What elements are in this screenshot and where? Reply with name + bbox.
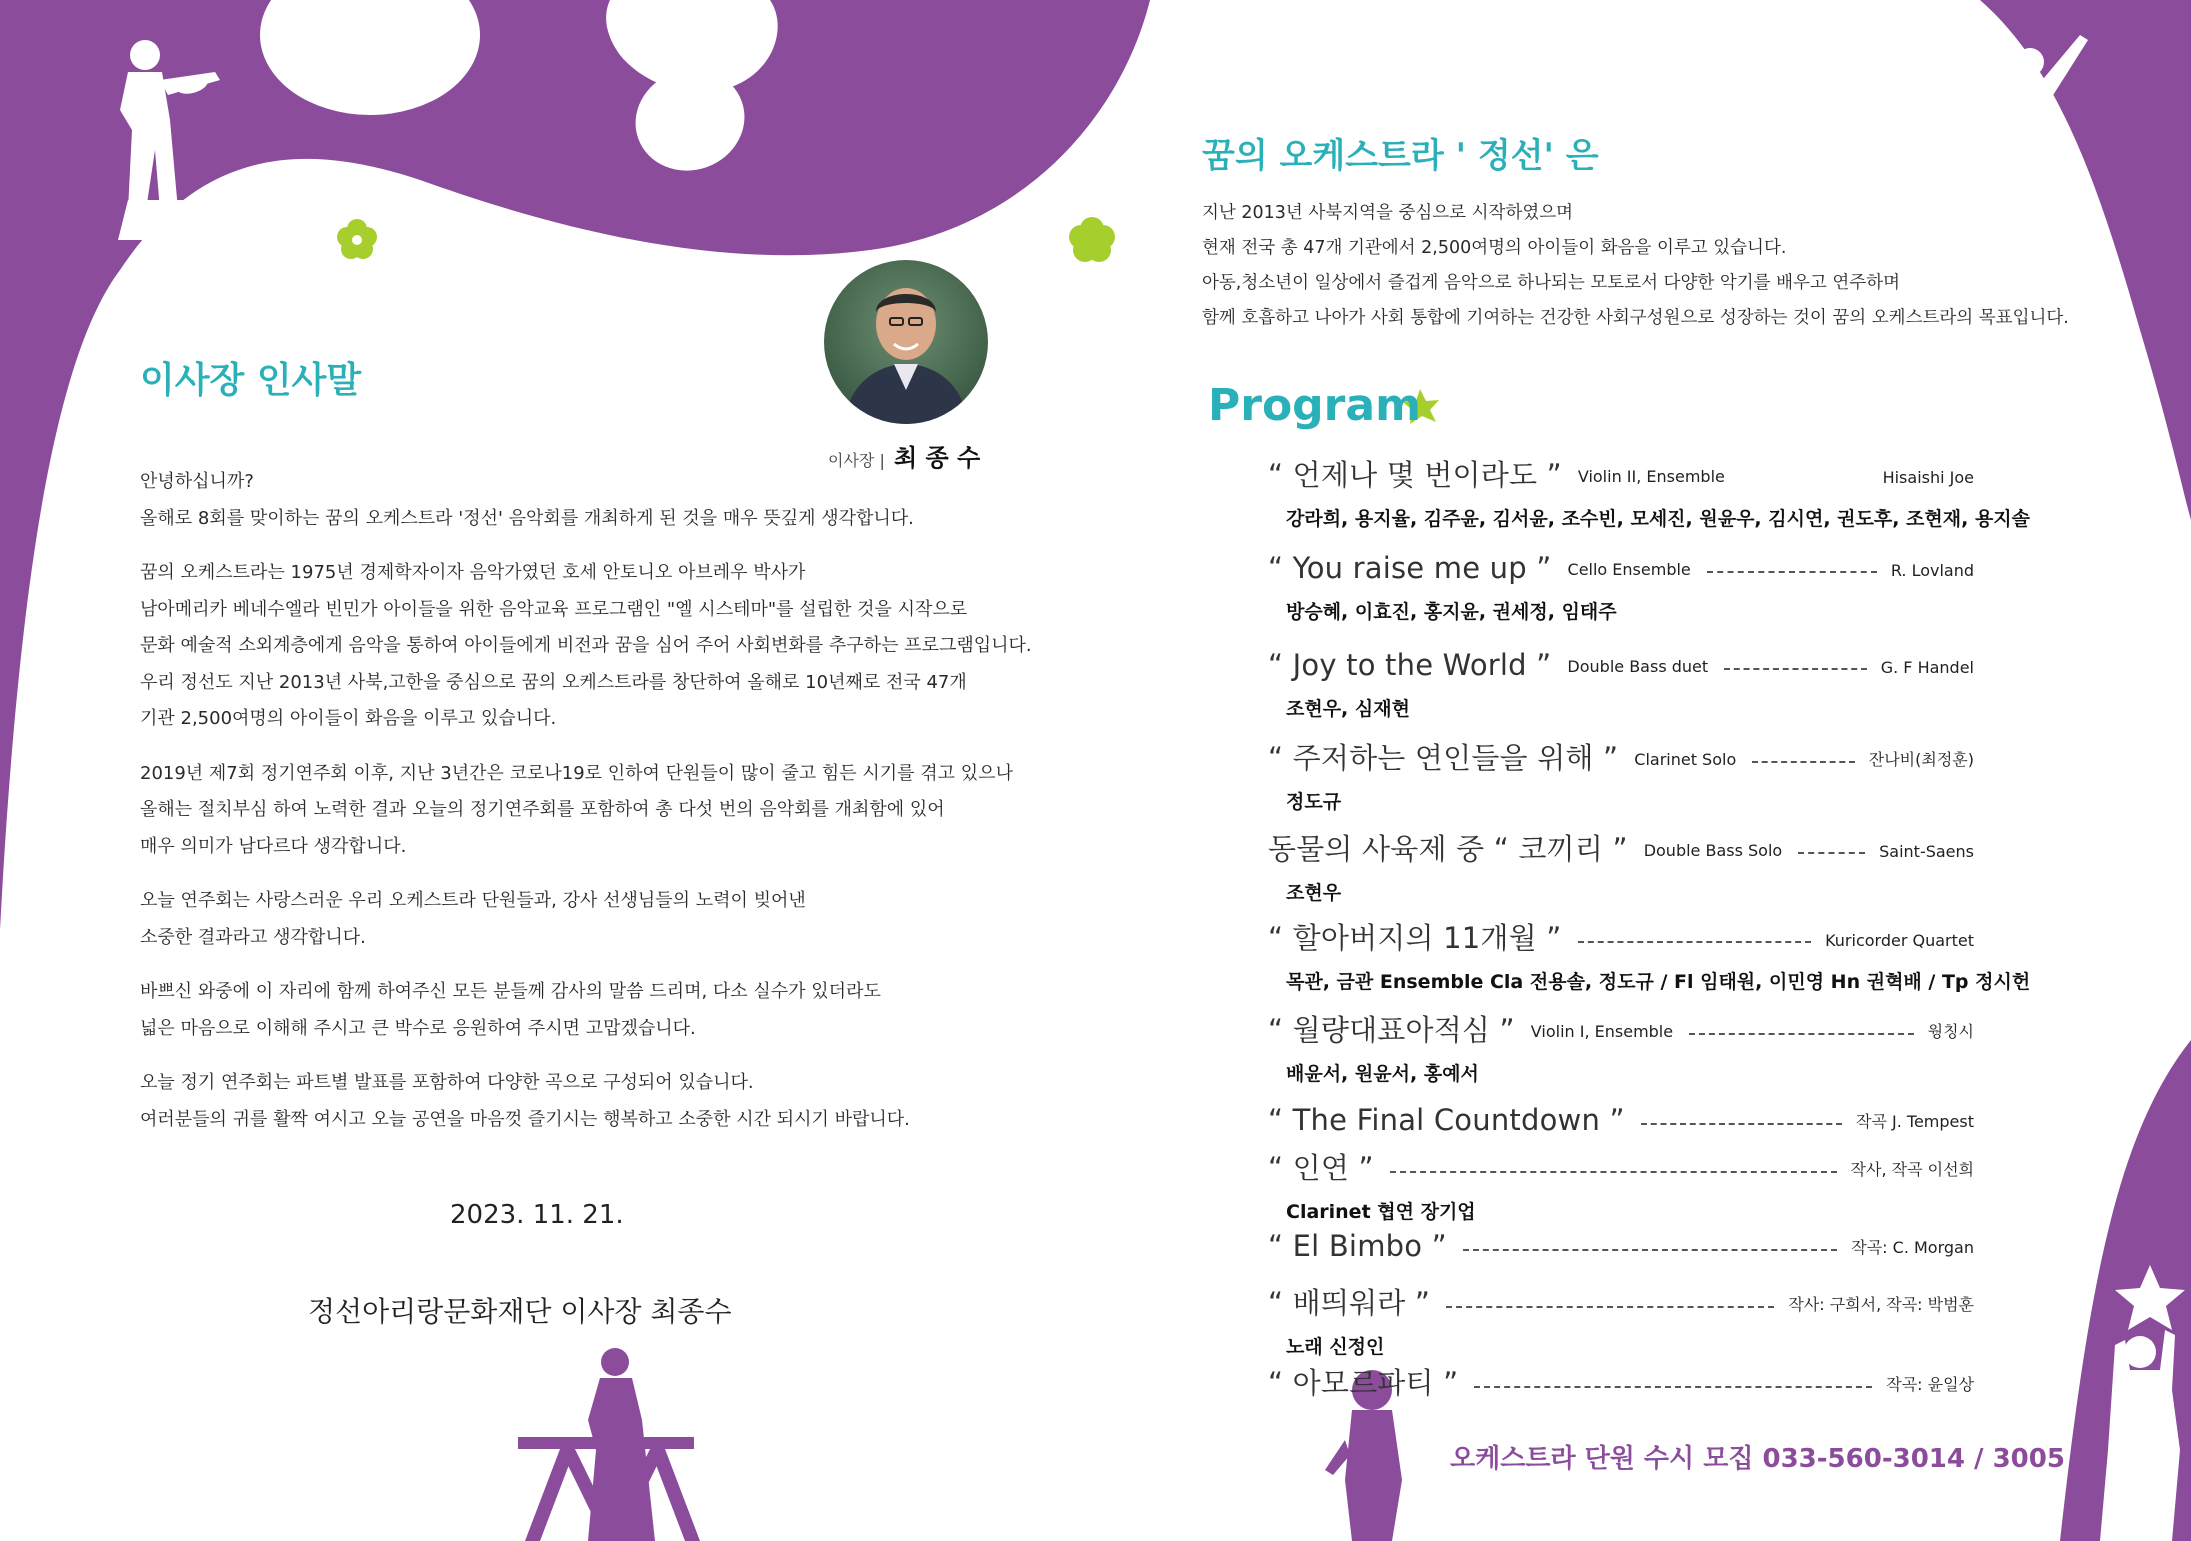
program-title: “ El Bimbo ”	[1268, 1229, 1447, 1263]
orchestra-intro-title: 꿈의 오케스트라 ' 정선' 은	[1202, 136, 1599, 176]
intro-line-4: 함께 호흡하고 나아가 사회 통합에 기여하는 건강한 사회구성원으로 성장하는 것이 꿈의 오케스트라의 목표입니다.	[1202, 308, 2069, 328]
program-item	[1268, 1229, 1974, 1263]
program-composer: 잔나비(최정훈)	[1868, 750, 1974, 769]
program-item	[1268, 1366, 1974, 1400]
program-composer: 작사: 구희서, 작곡: 박범훈	[1788, 1295, 1974, 1314]
program-performers: 목관, 금관 Ensemble Cla 전용솔, 정도규 / Fl 임태원, 이민영 Hn 권혁배 / Tp 정시헌	[1286, 971, 2031, 993]
program-dashed-leader	[1724, 668, 1867, 670]
program-composer: R. Lovland	[1890, 561, 1974, 580]
flower-right	[1069, 217, 1115, 262]
caption-name: 최 종 수	[893, 444, 981, 472]
greeting-paragraph-6: 오늘 정기 연주회는 파트별 발표를 포함하여 다양한 곡으로 구성되어 있습니다. 여러분들의 귀를 활짝 여시고 오늘 공연을 마음껏 즐기시는 행복하고 소중한 시간 되시기 바랍니다.	[140, 1072, 910, 1130]
program-performers: 노래 신정인	[1286, 1336, 1385, 1358]
flower-left	[337, 219, 377, 259]
intro-line-2: 현재 전국 총 47개 기관에서 2,500여명의 아이들이 화음을 이루고 있습니다.	[1202, 238, 1787, 258]
program-performers: 조현우	[1286, 882, 1342, 904]
program-title: “ 주저하는 연인들을 위해 ”	[1268, 741, 1619, 775]
greeting-date: 2023. 11. 21.	[450, 1200, 624, 1230]
program-title: “ Joy to the World ”	[1268, 648, 1552, 682]
program-dashed-leader	[1752, 761, 1855, 763]
program-item	[1268, 1013, 1974, 1047]
program-composer: 웡칭시	[1927, 1022, 1974, 1041]
program-performers: 강라희, 용지율, 김주윤, 김서윤, 조수빈, 모세진, 원윤우, 김시연, 권도후, 조현재, 용지솔	[1286, 508, 2031, 530]
program-performers: 배윤서, 원윤서, 홍예서	[1286, 1063, 1479, 1085]
recruit-notice: 오케스트라 단원 수시 모집 033-560-3014 / 3005	[1450, 1444, 2065, 1474]
program-title: “ 배띄워라 ”	[1268, 1286, 1431, 1320]
program-heading: Program	[1208, 380, 1421, 431]
program-title: “ The Final Countdown ”	[1268, 1103, 1625, 1137]
chairman-portrait	[824, 260, 988, 424]
program-dashed-leader	[1390, 1171, 1837, 1173]
program-performers: 정도규	[1286, 791, 1342, 813]
intro-line-1: 지난 2013년 사북지역을 중심으로 시작하였으며	[1202, 203, 1574, 223]
program-description: Violin I, Ensemble	[1530, 1022, 1674, 1041]
program-title: “ 월량대표아적심 ”	[1268, 1013, 1515, 1047]
program-composer: Hisaishi Joe	[1882, 468, 1974, 487]
greeting-paragraph-4: 오늘 연주회는 사랑스러운 우리 오케스트라 단원들과, 강사 선생님들의 노력이 빚어낸 소중한 결과라고 생각합니다.	[140, 890, 806, 948]
program-dashed-leader	[1689, 1033, 1914, 1035]
intro-line-3: 아동,청소년이 일상에서 즐겁게 음악으로 하나되는 모토로서 다양한 악기를 배우고 연주하며	[1202, 273, 1901, 293]
orchestra-intro-body	[1202, 196, 2069, 336]
program-item	[1268, 1103, 1974, 1137]
program-description: Double Bass duet	[1567, 657, 1709, 676]
program-composer: 작곡: 윤일상	[1886, 1375, 1974, 1394]
program-description: Violin II, Ensemble	[1577, 467, 1725, 486]
program-composer: Saint-Saens	[1879, 842, 1974, 861]
program-item	[1268, 551, 1974, 585]
program-title: “ 언제나 몇 번이라도 ”	[1268, 458, 1562, 492]
program-composer: 작곡 J. Tempest	[1856, 1112, 1974, 1131]
greeting-body	[140, 464, 1032, 1156]
program-dashed-leader	[1798, 852, 1865, 854]
program-dashed-leader	[1707, 571, 1877, 573]
caption-role: 이사장 |	[828, 451, 885, 470]
program-composer: Kuricorder Quartet	[1825, 931, 1974, 950]
program-item	[1268, 1286, 1974, 1320]
program-description: Clarinet Solo	[1634, 750, 1737, 769]
program-item	[1268, 648, 1974, 682]
program-description: Double Bass Solo	[1643, 841, 1783, 860]
keyboard-player-silhouette	[518, 1348, 700, 1541]
program-title: “ You raise me up ”	[1268, 551, 1552, 585]
program-item	[1268, 458, 1974, 492]
program-dashed-leader	[1463, 1249, 1837, 1251]
program-dashed-leader	[1446, 1306, 1774, 1308]
program-composer: 작사, 작곡 이선희	[1850, 1160, 1974, 1179]
program-title: “ 아모르파티 ”	[1268, 1366, 1459, 1400]
greeting-paragraph-3: 2019년 제7회 정기연주회 이후, 지난 3년간은 코로나19로 인하여 단원들이 많이 줄고 힘든 시기를 겪고 있으나 올해는 절치부심 하여 노력한 결과 오늘의 정기연주회를 포함하여 총 다섯 번의 음악회를 개최함에 있어 매우 의미가 남다르다 생각합니다.	[140, 762, 1013, 857]
program-title: “ 할아버지의 11개월 ”	[1268, 921, 1562, 955]
program-title: 동물의 사육제 중 “ 코끼리 ”	[1268, 832, 1628, 866]
program-title: “ 인연 ”	[1268, 1151, 1374, 1185]
greeting-signature: 정선아리랑문화재단 이사장 최종수	[308, 1295, 732, 1328]
program-performers: Clarinet 협연 장기업	[1286, 1201, 1476, 1223]
program-performers: 방승혜, 이효진, 홍지윤, 권세정, 임태주	[1286, 601, 1617, 623]
program-description: Cello Ensemble	[1567, 560, 1691, 579]
program-dashed-leader	[1578, 941, 1812, 943]
program-dashed-leader	[1474, 1386, 1872, 1388]
portrait-icon	[824, 260, 988, 424]
program-item	[1268, 741, 1974, 775]
program-item	[1268, 1151, 1974, 1185]
greeting-paragraph-1: 안녕하십니까? 올해로 8회를 맞이하는 꿈의 오케스트라 '정선' 음악회를 개최하게 된 것을 매우 뜻깊게 생각합니다.	[140, 471, 914, 529]
program-composer: G. F Handel	[1880, 658, 1974, 677]
greeting-paragraph-2: 꿈의 오케스트라는 1975년 경제학자이자 음악가였던 호세 안토니오 아브레우 박사가 남아메리카 베네수엘라 빈민가 아이들을 위한 음악교육 프로그램인 "엘 시스테마"를 설립한 것을 시작으로 문화 예술적 소외계층에게 음악을 통하여 아이들에게 비전과 꿈을 심어 주어 사회변화를 추구하는 프로그램입니다. 우리 정선도 지난 2013년 사북,고한을 중심으로 꿈의 오케스트라를 창단하여 올해로 10년째로 전국 47개 기관 2,500여명의 아이들이 화음을 이루고 있습니다.	[140, 562, 1032, 729]
chairman-greeting-title: 이사장 인사말	[140, 360, 362, 401]
program-performers: 조현우, 심재현	[1286, 698, 1410, 720]
program-item	[1268, 832, 1974, 866]
program-composer: 작곡: C. Morgan	[1851, 1238, 1974, 1257]
program-item	[1268, 921, 1974, 955]
program-dashed-leader	[1641, 1123, 1842, 1125]
greeting-paragraph-5: 바쁘신 와중에 이 자리에 함께 하여주신 모든 분들께 감사의 말씀 드리며, 다소 실수가 있더라도 넓은 마음으로 이해해 주시고 큰 박수로 응원하여 주시면 고맙겠습니다.	[140, 981, 881, 1039]
